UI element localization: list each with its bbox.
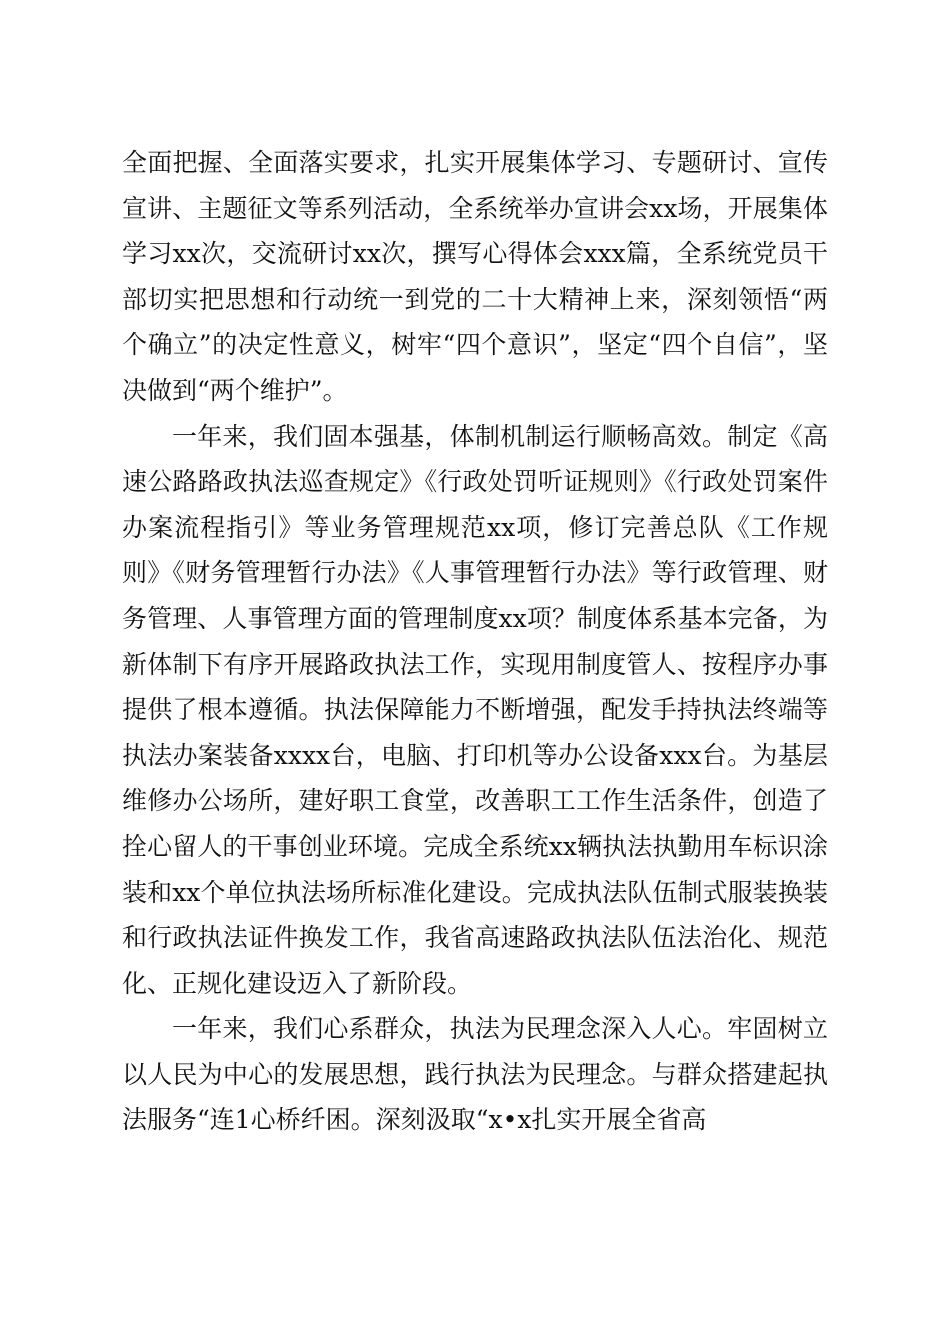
document-body [122, 140, 828, 1143]
paragraph-study-activities: 全面把握、全面落实要求，扎实开展集体学习、专题研讨、宣传宣讲、主题征文等系列活动，全系统举办宣讲会xx场，开展集体学习xx次，交流研讨xx次，撰写心得体会xxx篇，全系统党员干部切实把思想和行动统一到党的二十大精神上来，深刻领悟“两个确立”的决定性意义，树牢“四个意识”，坚定“四个自信”，坚决做到“两个维护”。 [122, 148, 828, 405]
paragraph-institutional-mechanisms: 一年来，我们固本强基，体制机制运行顺畅高效。制定《高速公路路政执法巡查规定》《行政处罚听证规则》《行政处罚案件办案流程指引》等业务管理规范xx项，修订完善总队《工作规则》《财务管理暂行办法》《人事管理暂行办法》等行政管理、财务管理、人事管理方面的管理制度xx项？制度体系基本完备，为新体制下有序开展路政执法工作，实现用制度管人、按程序办事提供了根本遵循。执法保障能力不断增强，配发手持执法终端等执法办案装备xxxx台，电脑、打印机等办公设备xxx台。为基层维修办公场所，建好职工食堂，改善职工工作生活条件，创造了拴心留人的干事创业环境。完成全系统xx辆执法执勤用车标识涂装和xx个单位执法场所标准化建设。完成执法队伍制式服装换装和行政执法证件换发工作，我省高速路政执法队伍法治化、规范化、正规化建设迈入了新阶段。 [122, 421, 828, 998]
paragraph-serving-the-people: 一年来，我们心系群众，执法为民理念深入人心。牢固树立以人民为中心的发展思想，践行执法为民理念。与群众搭建起执法服务“连1心桥纤困。深刻汲取“x•x扎实开展全省高 [122, 1014, 828, 1135]
